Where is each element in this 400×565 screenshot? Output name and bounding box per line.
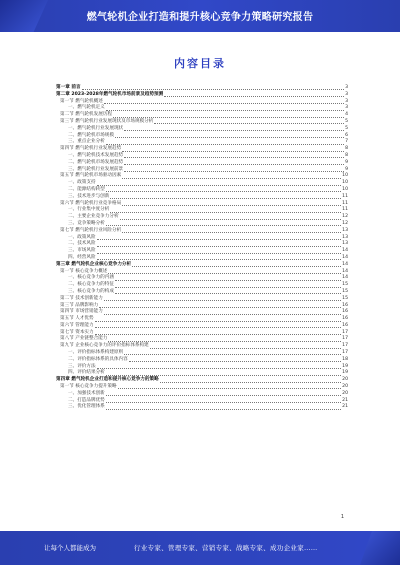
table-of-contents <box>56 85 348 411</box>
toc-entry[interactable] <box>56 316 348 323</box>
toc-entry-title: 二、打造品牌优势 <box>68 397 105 403</box>
toc-entry-page: 12 <box>342 214 348 220</box>
header-title: 燃气轮机企业打造和提升核心竞争力策略研究报告 <box>86 12 314 23</box>
toc-entry-title: 第五节 燃气轮机市场驱动因素 <box>60 173 122 179</box>
toc-entry-page: 3 <box>345 105 348 111</box>
toc-leader-dots <box>115 287 341 288</box>
toc-leader-dots <box>97 259 342 260</box>
toc-entry-page: 5 <box>345 125 348 131</box>
toc-entry-page: 6 <box>345 132 348 138</box>
toc-entry-title: 四、评价结果分析 <box>68 370 105 376</box>
toc-leader-dots <box>106 395 341 396</box>
toc-entry-page: 16 <box>342 302 348 308</box>
toc-leader-dots <box>97 368 342 369</box>
toc-entry-page: 14 <box>342 248 348 254</box>
toc-leader-dots <box>132 266 341 267</box>
toc-entry-page: 3 <box>345 85 348 90</box>
toc-entry[interactable] <box>56 248 348 255</box>
toc-entry-title: 一、核心竞争力的内涵 <box>68 275 114 281</box>
toc-entry-page: 4 <box>345 112 348 118</box>
toc-entry-page: 5 <box>345 118 348 124</box>
toc-leader-dots <box>97 239 342 240</box>
toc-entry-title: 第八节 产业链整合能力 <box>60 336 108 342</box>
toc-leader-dots <box>122 178 341 179</box>
toc-entry-page: 8 <box>345 146 348 152</box>
toc-entry-page: 21 <box>342 397 348 403</box>
toc-entry-title: 第七节 资本实力 <box>60 329 94 335</box>
toc-leader-dots <box>122 232 341 233</box>
toc-leader-dots <box>164 96 344 97</box>
toc-entry-page: 16 <box>342 322 348 328</box>
toc-entry-page: 14 <box>342 254 348 260</box>
toc-entry[interactable] <box>56 262 348 269</box>
toc-entry-page: 15 <box>342 282 348 288</box>
toc-entry[interactable] <box>56 119 348 126</box>
toc-leader-dots <box>95 321 342 322</box>
page-footer <box>0 531 400 565</box>
toc-leader-dots <box>106 409 341 410</box>
toc-entry-title: 一、政策支持 <box>68 180 96 186</box>
toc-entry-title: 三、技术进步与创新 <box>68 193 110 199</box>
toc-leader-dots <box>124 157 344 158</box>
toc-entry-page: 16 <box>342 309 348 315</box>
toc-leader-dots <box>129 361 341 362</box>
toc-entry-title: 第二章 2023-2028年燃气轮机市场前景及趋势预测 <box>56 91 164 97</box>
toc-entry-title: 第七节 燃气轮机行业风险分析 <box>60 227 122 233</box>
toc-entry-title: 第六节 管理能力 <box>60 322 94 328</box>
toc-leader-dots <box>115 137 344 138</box>
toc-leader-dots <box>104 300 341 301</box>
toc-leader-dots <box>99 307 341 308</box>
toc-entry-title: 第一节 核心竞争力提升策略 <box>60 384 117 390</box>
toc-entry-page: 17 <box>342 350 348 356</box>
toc-entry-page: 9 <box>345 159 348 165</box>
page-header <box>0 0 400 32</box>
toc-entry-title: 一、燃气轮机行业发展现状 <box>68 125 124 131</box>
toc-leader-dots <box>118 388 342 389</box>
toc-entry[interactable] <box>56 173 348 180</box>
toc-entry[interactable] <box>56 146 348 153</box>
toc-entry[interactable] <box>56 92 348 99</box>
toc-leader-dots <box>97 185 342 186</box>
toc-entry-title: 三、重点企业分析 <box>68 139 105 145</box>
toc-entry-title: 一、行业集中度分析 <box>68 207 110 213</box>
toc-entry-page: 11 <box>342 200 348 206</box>
toc-leader-dots <box>104 103 344 104</box>
toc-entry-title: 第四章 燃气轮机企业打造和提升核心竞争力的策略 <box>56 377 159 383</box>
toc-entry-title: 第九节 企业核心竞争力的评价指标体系构建 <box>60 343 149 349</box>
toc-leader-dots <box>106 375 341 376</box>
toc-entry-page: 13 <box>342 227 348 233</box>
toc-entry-title: 第二节 燃气轮机发展历程 <box>60 112 112 118</box>
toc-leader-dots <box>95 334 342 335</box>
toc-entry[interactable] <box>56 309 348 316</box>
toc-entry[interactable] <box>56 85 348 92</box>
footer-slogan-left: 让每个人都能成为 <box>44 544 96 552</box>
toc-entry-title: 一、加强技术创新 <box>68 390 105 396</box>
toc-entry[interactable] <box>56 404 348 411</box>
toc-entry-title: 第六节 燃气轮机行业竞争格局 <box>60 200 122 206</box>
toc-entry-title: 一、政策风险 <box>68 234 96 240</box>
toc-entry-page: 17 <box>342 343 348 349</box>
toc-leader-dots <box>106 225 341 226</box>
toc-entry-title: 一、评价指标体系构建原则 <box>68 350 124 356</box>
toc-leader-dots <box>104 314 341 315</box>
toc-entry[interactable] <box>56 112 348 119</box>
toc-entry-page: 20 <box>342 384 348 390</box>
toc-entry-title: 第三节 燃气轮机行业发展现状及市场规模分析 <box>60 118 154 124</box>
toc-entry[interactable] <box>56 235 348 242</box>
toc-entry-page: 10 <box>342 173 348 179</box>
toc-entry-page: 11 <box>342 193 348 199</box>
toc-entry-title: 三、优化管理体系 <box>68 404 105 410</box>
toc-entry-title: 第四节 市场营销能力 <box>60 309 103 315</box>
toc-entry-page: 19 <box>342 370 348 376</box>
toc-entry-page: 15 <box>342 288 348 294</box>
toc-entry-title: 三、核心竞争力的构成 <box>68 288 114 294</box>
toc-entry-title: 二、能源结构转型 <box>68 186 105 192</box>
toc-leader-dots <box>122 151 344 152</box>
toc-entry-title: 第一节 核心竞争力概述 <box>60 268 108 274</box>
toc-entry[interactable] <box>56 126 348 133</box>
toc-entry-title: 三、评价方法 <box>68 363 96 369</box>
toc-entry-page: 10 <box>342 180 348 186</box>
toc-entry[interactable] <box>56 323 348 330</box>
toc-entry-page: 21 <box>342 404 348 410</box>
toc-entry[interactable] <box>56 350 348 357</box>
toc-entry-title: 第三节 品牌影响力 <box>60 302 99 308</box>
toc-entry-title: 三、竞争策略分析 <box>68 220 105 226</box>
toc-entry-title: 第三章 燃气轮机企业核心竞争力分析 <box>56 261 132 267</box>
toc-leader-dots <box>120 219 342 220</box>
toc-entry-page: 20 <box>342 390 348 396</box>
toc-leader-dots <box>113 117 344 118</box>
toc-entry-title: 三、燃气轮机行业发展前景 <box>68 166 124 172</box>
toc-entry-page: 3 <box>345 91 348 97</box>
toc-entry[interactable] <box>56 357 348 364</box>
toc-entry[interactable] <box>56 296 348 303</box>
toc-entry-page: 8 <box>345 152 348 158</box>
toc-leader-dots <box>95 327 342 328</box>
toc-entry-page: 18 <box>342 356 348 362</box>
toc-entry-page: 7 <box>345 139 348 145</box>
toc-entry[interactable] <box>56 160 348 167</box>
toc-leader-dots <box>115 280 341 281</box>
toc-entry[interactable] <box>56 221 348 228</box>
toc-entry-page: 16 <box>342 316 348 322</box>
toc-entry[interactable] <box>56 241 348 248</box>
toc-leader-dots <box>124 354 341 355</box>
toc-entry-page: 20 <box>342 377 348 383</box>
toc-leader-dots <box>106 402 341 403</box>
toc-entry-page: 14 <box>342 268 348 274</box>
toc-leader-dots <box>160 382 341 383</box>
toc-leader-dots <box>82 89 344 90</box>
toc-entry-title: 第五节 人才优势 <box>60 316 94 322</box>
toc-entry-title: 第一章 前言 <box>56 85 81 90</box>
toc-leader-dots <box>97 246 342 247</box>
toc-entry-title: 第二节 技术创新能力 <box>60 295 103 301</box>
toc-entry-title: 三、市场风险 <box>68 248 96 254</box>
toc-entry-title: 一、燃气轮机技术发展趋势 <box>68 152 124 158</box>
toc-entry-page: 13 <box>342 241 348 247</box>
toc-leader-dots <box>150 348 341 349</box>
toc-leader-dots <box>122 205 341 206</box>
toc-leader-dots <box>110 212 341 213</box>
toc-entry-title: 四、经营风险 <box>68 254 96 260</box>
toc-entry-page: 9 <box>345 166 348 172</box>
toc-entry-page: 11 <box>342 207 348 213</box>
toc-leader-dots <box>154 123 344 124</box>
toc-leader-dots <box>110 198 341 199</box>
toc-leader-dots <box>108 273 341 274</box>
toc-entry[interactable] <box>56 289 348 296</box>
toc-entry-page: 14 <box>342 275 348 281</box>
toc-entry[interactable] <box>56 255 348 262</box>
toc-entry[interactable] <box>56 282 348 289</box>
toc-entry-title: 第四节 燃气轮机行业发展趋势 <box>60 146 122 152</box>
toc-leader-dots <box>106 144 344 145</box>
toc-entry-title: 二、评价指标体系的具体内容 <box>68 356 128 362</box>
toc-entry[interactable] <box>56 214 348 221</box>
toc-leader-dots <box>124 130 344 131</box>
toc-entry[interactable] <box>56 391 348 398</box>
toc-entry-title: 二、主要企业竞争力分析 <box>68 214 119 220</box>
toc-entry-page: 12 <box>342 220 348 226</box>
toc-leader-dots <box>106 110 344 111</box>
toc-leader-dots <box>115 293 341 294</box>
toc-entry-title: 第一节 燃气轮机概述 <box>60 98 103 104</box>
toc-entry-page: 15 <box>342 295 348 301</box>
toc-entry[interactable] <box>56 180 348 187</box>
toc-entry[interactable] <box>56 187 348 194</box>
toc-entry-page: 10 <box>342 186 348 192</box>
toc-entry-page: 14 <box>342 261 348 267</box>
toc-leader-dots <box>106 191 341 192</box>
toc-entry-page: 13 <box>342 234 348 240</box>
toc-entry-title: 二、燃气轮机市场规模 <box>68 132 114 138</box>
toc-entry[interactable] <box>56 153 348 160</box>
toc-entry-page: 19 <box>342 363 348 369</box>
toc-title: 内容目录 <box>174 57 226 70</box>
toc-leader-dots <box>124 164 344 165</box>
toc-entry[interactable] <box>56 194 348 201</box>
toc-entry-page: 17 <box>342 329 348 335</box>
footer-accent <box>360 531 400 565</box>
toc-entry[interactable] <box>56 228 348 235</box>
toc-entry-title: 二、核心竞争力的特征 <box>68 282 114 288</box>
toc-entry-title: 二、燃气轮机市场发展趋势 <box>68 159 124 165</box>
toc-entry[interactable] <box>56 384 348 391</box>
toc-entry-page: 3 <box>345 98 348 104</box>
footer-slogan-right: 行业专家、管理专家、营销专家、战略专家、成功企业家…… <box>134 544 318 552</box>
toc-entry-title: 一、燃气轮机定义 <box>68 105 105 111</box>
toc-entry-title: 二、技术风险 <box>68 241 96 247</box>
toc-entry-page: 17 <box>342 336 348 342</box>
page-number: 1 <box>340 514 344 520</box>
toc-leader-dots <box>108 341 341 342</box>
toc-leader-dots <box>124 171 344 172</box>
toc-leader-dots <box>97 253 342 254</box>
